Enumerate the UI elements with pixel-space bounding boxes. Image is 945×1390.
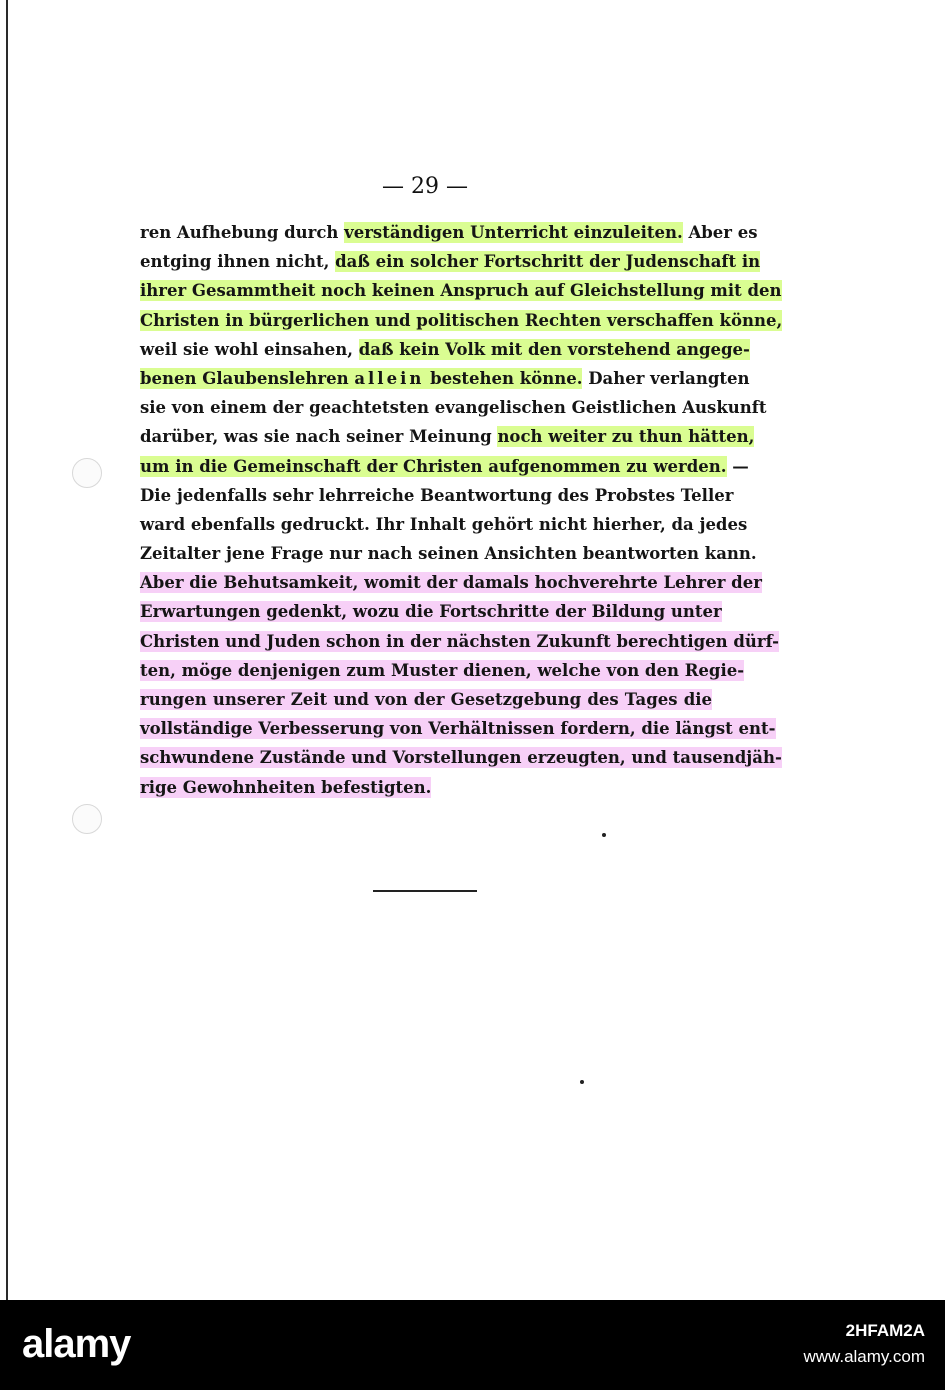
line-segment: Aber es <box>682 223 758 242</box>
highlight-pink: ten, möge denjenigen zum Muster dienen, welche von den Regie- <box>140 660 745 680</box>
highlight-green: ihrer Gesammtheit noch keinen Anspruch auf Gleichstellung mit den <box>140 281 782 301</box>
highlight-green: noch weiter zu thun hätten, <box>497 427 755 447</box>
text-line <box>140 218 758 247</box>
text-line <box>140 685 712 714</box>
highlight-green: Christen in bürgerlichen und politischen Rechten verschaffen könne, <box>140 310 783 330</box>
text-line <box>140 276 782 305</box>
punch-hole-lower <box>72 804 102 834</box>
watermark-info <box>803 1318 925 1370</box>
body-text <box>140 218 783 802</box>
text-line <box>140 510 748 539</box>
watermark-image-id: 2HFAM2A <box>845 1321 925 1340</box>
text-line <box>140 306 783 335</box>
ink-speck <box>580 1080 584 1084</box>
text-line <box>140 481 734 510</box>
text-line <box>140 539 757 568</box>
text-line <box>140 656 745 685</box>
highlight-pink: rige Gewohnheiten befestigten. <box>140 777 432 797</box>
page-number: — 29 — <box>382 174 468 199</box>
line-segment: Die jedenfalls sehr lehrreiche Beantwortung des Probstes Teller <box>140 485 734 505</box>
text-line <box>140 627 779 656</box>
line-segment: entging ihnen nicht, <box>140 252 336 272</box>
highlight-pink: rungen unserer Zeit und von der Gesetzgebung des Tages die <box>140 690 712 709</box>
line-segment: Daher verlangten <box>582 368 750 388</box>
watermark-logo: alamy <box>22 1322 131 1366</box>
highlight-green: verständigen Unterricht einzuleiten. <box>344 223 683 242</box>
line-segment: weil sie wohl einsahen, <box>140 339 359 359</box>
text-line <box>140 393 767 422</box>
highlight-green: um in die Gemeinschaft der Christen aufgenommen zu werden. <box>140 456 727 476</box>
end-rule <box>373 890 477 892</box>
text-line <box>140 335 750 364</box>
highlight-pink: Christen und Juden schon in der nächsten Zukunft berechtigen dürf- <box>140 631 779 651</box>
text-line <box>140 247 761 276</box>
text-line <box>140 422 755 451</box>
line-segment: Zeitalter jene Frage nur nach seinen Ansichten beantworten kann. <box>140 544 757 564</box>
text-line <box>140 743 782 772</box>
text-line <box>140 773 712 802</box>
highlight-green: daß ein solcher Fortschritt der Judenschaft in <box>335 252 761 272</box>
line-segment: sie von einem der geachtetsten evangelischen Geistlichen Auskunft <box>140 398 767 418</box>
text-line <box>140 568 762 597</box>
highlight-pink: Aber die Behutsamkeit, womit der damals hochverehrte Lehrer der <box>140 573 762 593</box>
highlight-green: daß kein Volk mit den vorstehend angege- <box>358 339 750 359</box>
highlight-pink: schwundene Zustände und Vorstellungen erzeugten, und tausendjäh- <box>140 748 782 768</box>
text-line <box>140 714 776 743</box>
line-segment: ren Aufhebung durch <box>140 223 345 242</box>
page-edge-shadow <box>6 0 8 1300</box>
watermark-url: www.alamy.com <box>803 1347 925 1366</box>
line-segment: ward ebenfalls gedruckt. Ihr Inhalt gehört nicht hierher, da jedes <box>140 514 748 534</box>
highlight-pink: vollständige Verbesserung von Verhältnissen fordern, die längst ent- <box>140 719 776 739</box>
text-line <box>140 452 749 481</box>
ink-speck <box>602 833 606 837</box>
text-line <box>140 364 750 393</box>
highlight-pink: Erwartungen gedenkt, wozu die Fortschritte der Bildung unter <box>140 602 722 622</box>
text-line <box>140 597 722 626</box>
punch-hole-upper <box>72 458 102 488</box>
highlight-green: benen Glaubenslehren allein bestehen könne. <box>140 368 583 388</box>
line-segment: darüber, was sie nach seiner Meinung <box>140 427 498 447</box>
line-segment: — <box>726 456 749 476</box>
